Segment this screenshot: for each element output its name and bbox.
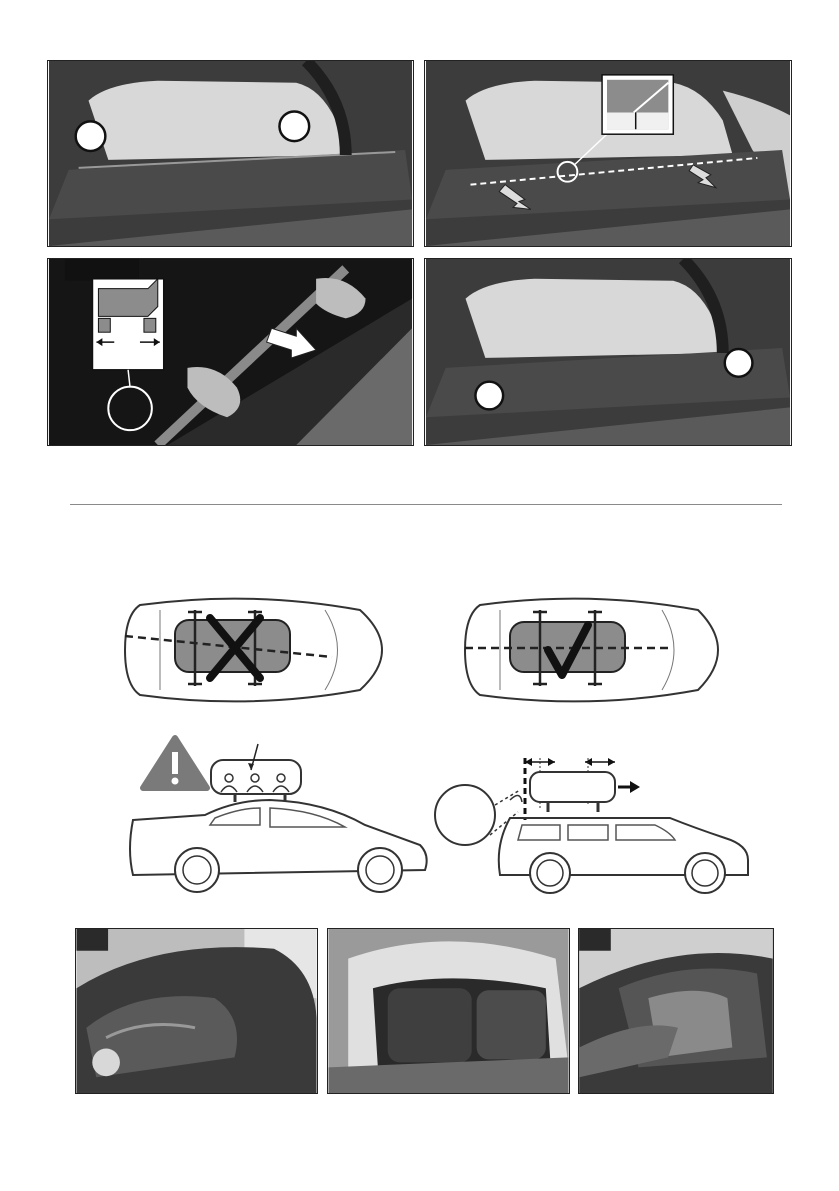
photo-shelf-cutline — [424, 60, 792, 247]
callout-circle — [279, 111, 309, 141]
photo-slide-panel — [47, 258, 414, 446]
warning-triangle-icon — [143, 738, 207, 788]
photo-loading-bag — [75, 928, 318, 1094]
side-view-clearance — [430, 750, 755, 895]
side-view-warning — [125, 730, 435, 895]
callout-circle — [725, 349, 753, 377]
callout-circle — [76, 121, 106, 151]
arrow-right-icon — [618, 781, 640, 793]
callout-circle — [475, 382, 503, 410]
photo-shelf-circled-2 — [424, 258, 792, 446]
top-view-wrong — [120, 590, 385, 710]
photo-bags-inside — [327, 928, 570, 1094]
top-view-right — [460, 590, 722, 710]
photo-shelf-circled-1 — [47, 60, 414, 247]
section-divider — [70, 504, 782, 505]
photo-bag-packed — [578, 928, 774, 1094]
